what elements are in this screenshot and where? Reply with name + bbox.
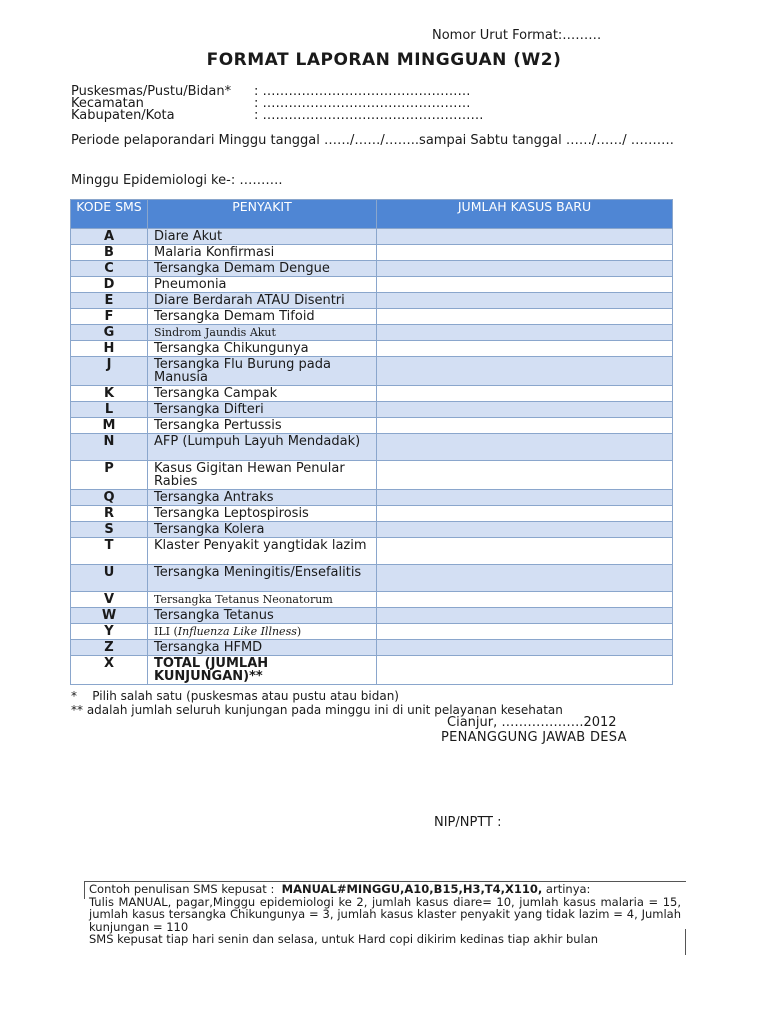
table-row [71,341,673,357]
table-row [71,490,673,506]
penyakit-cell: Tersangka Tetanus Neonatorum [148,592,377,608]
kode-sms-cell: M [71,418,148,434]
penyakit-cell: Diare Berdarah ATAU Disentri [148,293,377,309]
table-row [71,229,673,245]
penyakit-cell: Tersangka Campak [148,386,377,402]
penyakit-cell: TOTAL (JUMLAH KUNJUNGAN)** [148,656,377,685]
periode-pelaporan: Periode pelaporandari Minggu tanggal ……/……/……..sampai Sabtu tanggal ……/……/ ………. [71,133,674,148]
kode-sms-cell: Y [71,624,148,640]
signature-place-date: Cianjur, ……………….2012 [447,715,617,730]
sms-example-line [89,883,681,896]
kode-sms-cell: T [71,538,148,565]
disease-report-table [70,199,673,685]
kode-sms-cell: K [71,386,148,402]
jumlah-kasus-input-cell[interactable] [377,624,673,640]
kode-sms-cell: S [71,522,148,538]
table-row [71,608,673,624]
table-row [71,506,673,522]
footnote-jumlah-kunjungan: ** adalah jumlah seluruh kunjungan pada minggu ini di unit pelayanan kesehatan [71,703,563,717]
table-row [71,565,673,592]
page-title: FORMAT LAPORAN MINGGUAN (W2) [206,50,562,70]
jumlah-kasus-input-cell[interactable] [377,277,673,293]
jumlah-kasus-input-cell[interactable] [377,434,673,461]
field-value-puskesmas[interactable]: : ………………………………………… [254,84,471,99]
table-row [71,277,673,293]
jumlah-kasus-input-cell[interactable] [377,640,673,656]
jumlah-kasus-input-cell[interactable] [377,293,673,309]
sms-explanation: Tulis MANUAL, pagar,Minggu epidemiologi ke 2, jumlah kasus diare= 10, jumlah kasus malaria = 15, jumlah kasus tersangka Chikungunya = 3, jumlah kasus klaster penyakit yang tidak lazim = 4, Jumlah kunjungan = 110 [89,894,681,934]
kode-sms-cell: D [71,277,148,293]
penyakit-cell: Sindrom Jaundis Akut [148,325,377,341]
penyakit-cell: AFP (Lumpuh Layuh Mendadak) [148,434,377,461]
table-row [71,418,673,434]
jumlah-kasus-input-cell[interactable] [377,565,673,592]
table-row [71,325,673,341]
penyakit-cell: Tersangka HFMD [148,640,377,656]
kode-sms-cell: B [71,245,148,261]
kode-sms-cell: F [71,309,148,325]
penyakit-cell: Malaria Konfirmasi [148,245,377,261]
table-row [71,522,673,538]
penyakit-prefix: ILI ( [154,625,178,638]
field-value-kecamatan[interactable]: : ………………………………………… [254,96,471,111]
sms-schedule: SMS kepusat tiap hari senin dan selasa, untuk Hard copi dikirim kedinas tiap akhir bulan [89,932,599,946]
jumlah-kasus-input-cell[interactable] [377,341,673,357]
penyakit-cell: Pneumonia [148,277,377,293]
sms-example-text [89,883,681,946]
penyakit-cell: Kasus Gigitan Hewan Penular Rabies [148,461,377,490]
jumlah-kasus-input-cell[interactable] [377,656,673,685]
penyakit-suffix: ) [296,625,302,638]
sms-format-example: MANUAL#MINGGU,A10,B15,H3,T4,X110, [281,882,543,896]
jumlah-kasus-input-cell[interactable] [377,325,673,341]
jumlah-kasus-input-cell[interactable] [377,522,673,538]
penyakit-cell: Tersangka Antraks [148,490,377,506]
kode-sms-cell: Q [71,490,148,506]
penyakit-cell: Tersangka Tetanus [148,608,377,624]
field-label-kabupaten: Kabupaten/Kota [71,108,175,123]
header-jumlah-kasus-baru: JUMLAH KASUS BARU [377,200,673,229]
jumlah-kasus-input-cell[interactable] [377,608,673,624]
jumlah-kasus-input-cell[interactable] [377,229,673,245]
table-row [71,357,673,386]
penyakit-cell: Tersangka Flu Burung pada Manusia [148,357,377,386]
penyakit-cell: Klaster Penyakit yangtidak lazim [148,538,377,565]
table-row [71,245,673,261]
table-row [71,592,673,608]
table-row [71,434,673,461]
field-label-kecamatan: Kecamatan [71,96,144,111]
table-row [71,640,673,656]
table-row [71,402,673,418]
signature-role: PENANGGUNG JAWAB DESA [441,730,627,745]
header-kode-sms: KODE SMS [71,200,148,229]
table-row [71,624,673,640]
kode-sms-cell: A [71,229,148,245]
kode-sms-cell: N [71,434,148,461]
sms-artinya: artinya: [542,882,591,896]
penyakit-italic: Influenza Like Illness [177,625,297,638]
kode-sms-cell: Z [71,640,148,656]
jumlah-kasus-input-cell[interactable] [377,402,673,418]
kode-sms-cell: J [71,357,148,386]
table-row [71,309,673,325]
penyakit-cell: Tersangka Difteri [148,402,377,418]
kode-sms-cell: V [71,592,148,608]
penyakit-cell: Tersangka Leptospirosis [148,506,377,522]
kode-sms-cell: L [71,402,148,418]
kode-sms-cell: X [71,656,148,685]
jumlah-kasus-input-cell[interactable] [377,592,673,608]
penyakit-cell: Tersangka Demam Dengue [148,261,377,277]
penyakit-cell: Tersangka Chikungunya [148,341,377,357]
minggu-epidemiologi: Minggu Epidemiologi ke-: ………. [71,173,283,188]
jumlah-kasus-input-cell[interactable] [377,506,673,522]
table-row [71,293,673,309]
sms-example-box [84,881,686,955]
jumlah-kasus-input-cell[interactable] [377,538,673,565]
table-row [71,261,673,277]
kode-sms-cell: R [71,506,148,522]
nip-nptt-label: NIP/NPTT : [434,815,502,830]
table-row [71,386,673,402]
jumlah-kasus-input-cell[interactable] [377,245,673,261]
jumlah-kasus-input-cell[interactable] [377,490,673,506]
kode-sms-cell: C [71,261,148,277]
box-border-left [84,881,85,899]
table-header-row [71,200,673,229]
table-row [71,461,673,490]
kode-sms-cell: P [71,461,148,490]
kode-sms-cell: H [71,341,148,357]
jumlah-kasus-input-cell[interactable] [377,309,673,325]
kode-sms-cell: W [71,608,148,624]
box-border-right [685,929,686,955]
footnote-pilih-salah-satu: * Pilih salah satu (puskesmas atau pustu atau bidan) [71,689,399,703]
jumlah-kasus-input-cell[interactable] [377,261,673,277]
penyakit-cell: Tersangka Kolera [148,522,377,538]
jumlah-kasus-input-cell[interactable] [377,461,673,490]
table-row [71,538,673,565]
penyakit-cell [148,624,377,640]
penyakit-cell: Tersangka Demam Tifoid [148,309,377,325]
header-penyakit: PENYAKIT [148,200,377,229]
jumlah-kasus-input-cell[interactable] [377,418,673,434]
jumlah-kasus-input-cell[interactable] [377,386,673,402]
field-value-kabupaten[interactable]: : …………………………………………… [254,108,484,123]
penyakit-cell: Tersangka Meningitis/Ensefalitis [148,565,377,592]
penyakit-cell: Tersangka Pertussis [148,418,377,434]
kode-sms-cell: G [71,325,148,341]
jumlah-kasus-input-cell[interactable] [377,357,673,386]
kode-sms-cell: E [71,293,148,309]
sms-intro: Contoh penulisan SMS kepusat : [89,882,282,896]
field-label-puskesmas: Puskesmas/Pustu/Bidan* [71,84,232,99]
table-row [71,656,673,685]
kode-sms-cell: U [71,565,148,592]
penyakit-cell: Diare Akut [148,229,377,245]
nomor-urut-format: Nomor Urut Format:……… [432,28,602,43]
